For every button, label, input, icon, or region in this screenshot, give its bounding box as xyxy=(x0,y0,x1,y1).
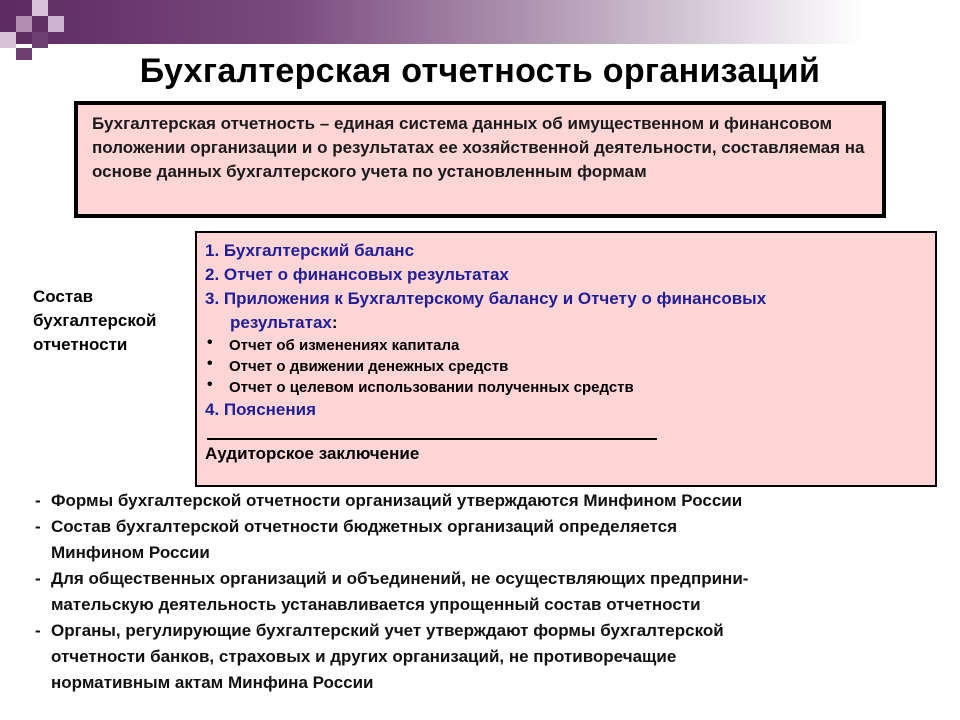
composition-label-line: Состав xyxy=(33,287,94,306)
note-line: Состав бухгалтерской отчетности бюджетных организаций определяется xyxy=(51,517,678,536)
definition-box: Бухгалтерская отчетность – единая система данных об имущественном и финансовом положении организации и о результатах ее хозяйственной деятельности, составляемая на основе данных бухгалтерского учета по установленным формам xyxy=(74,101,886,218)
note-item xyxy=(35,566,945,618)
note-line: Для общественных организаций и объединений, не осуществляющих предприни- xyxy=(51,569,749,588)
note-item xyxy=(35,514,945,566)
decor-square xyxy=(32,0,48,16)
bullet-item xyxy=(205,335,927,356)
list-item-balance: 1. Бухгалтерский баланс xyxy=(205,241,415,260)
decor-square xyxy=(0,0,16,16)
composition-label-line: бухгалтерской xyxy=(33,311,157,330)
decor-square xyxy=(16,16,32,32)
note-item xyxy=(35,618,945,696)
audit-opinion: Аудиторское заключение xyxy=(205,444,420,463)
bullet-item xyxy=(205,356,927,377)
decor-square xyxy=(32,32,48,48)
appendices-colon: : xyxy=(331,313,338,332)
appendices-text: результатах xyxy=(230,313,332,332)
note-line: мательскую деятельность устанавливается упрощенный состав отчетности xyxy=(51,595,701,614)
composition-list-box xyxy=(195,231,937,487)
page-title: Бухгалтерская отчетность организаций xyxy=(139,52,821,90)
bullet-text: Отчет о целевом использовании полученных средств xyxy=(229,379,634,396)
notes-list xyxy=(35,488,945,696)
note-dash: - xyxy=(35,569,41,588)
composition-label xyxy=(33,285,193,357)
bullet-dot-icon: • xyxy=(207,355,213,372)
decor-square xyxy=(48,16,64,32)
list-item-financial-results: 2. Отчет о финансовых результатах xyxy=(205,265,509,284)
note-line: Органы, регулирующие бухгалтерский учет утверждают формы бухгалтерской xyxy=(51,621,724,640)
divider-line xyxy=(207,438,657,440)
note-dash: - xyxy=(35,621,41,640)
list-item-explanations: 4. Пояснения xyxy=(205,400,317,419)
bullet-item xyxy=(205,377,927,398)
note-line: Формы бухгалтерской отчетности организаций утверждаются Минфином России xyxy=(51,491,743,510)
bullet-text: Отчет о движении денежных средств xyxy=(229,358,509,375)
composition-label-line: отчетности xyxy=(33,335,128,354)
bullet-dot-icon: • xyxy=(207,334,213,351)
note-line: Минфином России xyxy=(51,543,210,562)
note-item xyxy=(35,488,945,514)
bullet-dot-icon: • xyxy=(207,376,213,393)
decor-square xyxy=(0,32,16,48)
bullet-text: Отчет об изменениях капитала xyxy=(229,337,460,354)
note-line: нормативным актам Минфина России xyxy=(51,673,374,692)
note-dash: - xyxy=(35,491,41,510)
list-item-appendices-continued xyxy=(205,311,927,335)
note-line: отчетности банков, страховых и других организаций, не противоречащие xyxy=(51,647,677,666)
list-item-appendices: 3. Приложения к Бухгалтерскому балансу и Отчету о финансовых xyxy=(205,289,767,308)
note-dash: - xyxy=(35,517,41,536)
header-gradient-bar xyxy=(0,0,960,44)
